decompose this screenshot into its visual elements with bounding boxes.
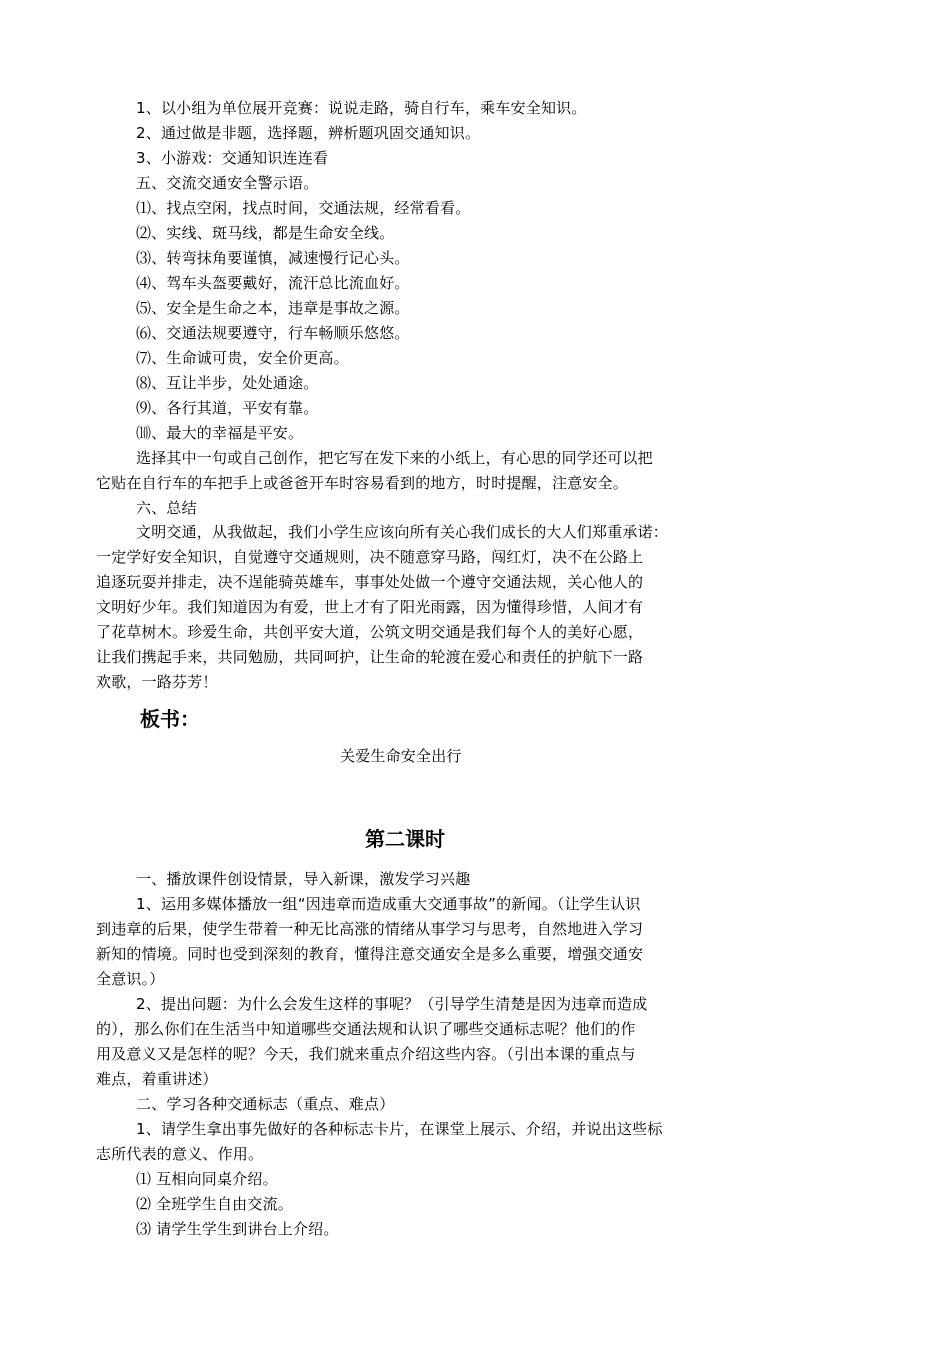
- paragraph-line: 2、提出问题：为什么会发生这样的事呢？（引导学生清楚是因为违章而造成: [136, 995, 648, 1013]
- slogan-item: ⑺、生命诚可贵，安全价更高。: [136, 349, 349, 367]
- slogan-item: ⑷、驾车头盔要戴好，流汗总比流血好。: [136, 274, 410, 292]
- slogan-item: ⑶、转弯抹角要谨慎，减速慢行记心头。: [136, 249, 410, 267]
- text-line: 1、以小组为单位展开竞赛：说说走路，骑自行车，乘车安全知识。: [136, 99, 587, 117]
- slogan-item: ⑸、安全是生命之本，违章是事故之源。: [136, 299, 410, 317]
- paragraph-line: 欢歌，一路芬芳！: [96, 673, 218, 691]
- paragraph-line: 全意识。）: [96, 970, 165, 988]
- paragraph-line: 用及意义又是怎样的呢？今天，我们就来重点介绍这些内容。（引出本课的重点与: [96, 1045, 636, 1063]
- list-item: ⑴ 互相向同桌介绍。: [136, 1170, 278, 1188]
- paragraph-line: 追逐玩耍并排走，决不逞能骑英雄车，事事处处做一个遵守交通法规，关心他人的: [96, 573, 644, 591]
- section-heading: 六、总结: [136, 499, 197, 517]
- paragraph-line: 让我们携起手来，共同勉励，共同呵护，让生命的轮渡在爱心和责任的护航下一路: [96, 648, 644, 666]
- slogan-item: ⑼、各行其道，平安有靠。: [136, 399, 319, 417]
- slogan-item: ⑹、交通法规要遵守，行车畅顺乐悠悠。: [136, 324, 410, 342]
- slogan-item: ⑴、找点空闲，找点时间，交通法规，经常看看。: [136, 199, 471, 217]
- list-item: ⑵ 全班学生自由交流。: [136, 1195, 293, 1213]
- board-label: 板书：: [140, 707, 200, 731]
- text-line: 3、小游戏：交通知识连连看: [136, 149, 329, 167]
- paragraph-line: 难点，着重讲述）: [96, 1070, 218, 1088]
- paragraph-line: 了花草树木。珍爱生命，共创平安大道，公筑文明交通是我们每个人的美好心愿，: [96, 623, 644, 641]
- board-content: 关爱生命安全出行: [340, 747, 462, 765]
- paragraph-line: 志所代表的意义、作用。: [96, 1145, 264, 1163]
- paragraph-line: 它贴在自行车的车把手上或爸爸开车时容易看到的地方，时时提醒，注意安全。: [96, 474, 629, 492]
- section-heading: 五、交流交通安全警示语。: [136, 174, 319, 192]
- paragraph-line: 1、请学生拿出事先做好的各种标志卡片，在课堂上展示、介绍，并说出这些标: [136, 1120, 663, 1138]
- section-heading: 一、播放课件创设情景，导入新课，激发学习兴趣: [136, 870, 471, 888]
- section-heading: 二、学习各种交通标志（重点、难点）: [136, 1095, 395, 1113]
- lesson-title: 第二课时: [365, 827, 445, 851]
- slogan-item: ⑵、实线、斑马线，都是生命安全线。: [136, 224, 395, 242]
- paragraph-line: 到违章的后果，使学生带着一种无比高涨的情绪从事学习与思考，自然地进入学习: [96, 920, 644, 938]
- paragraph-line: 选择其中一句或自己创作，把它写在发下来的小纸上，有心思的同学还可以把: [136, 449, 653, 467]
- list-item: ⑶ 请学生学生到讲台上介绍。: [136, 1220, 339, 1238]
- paragraph-line: 1、运用多媒体播放一组“因违章而造成重大交通事故”的新闻。（让学生认识: [136, 895, 641, 913]
- text-line: 2、通过做是非题，选择题，辨析题巩固交通知识。: [136, 124, 481, 142]
- paragraph-line: 的），那么你们在生活当中知道哪些交通法规和认识了哪些交通标志呢？他们的作: [96, 1020, 636, 1038]
- slogan-item: ⑻、互让半步，处处通途。: [136, 374, 319, 392]
- slogan-item: ⑽、最大的幸福是平安。: [136, 424, 304, 442]
- paragraph-line: 新知的情境。同时也受到深刻的教育，懂得注意交通安全是多么重要，增强交通安: [96, 945, 644, 963]
- paragraph-line: 文明好少年。我们知道因为有爱，世上才有了阳光雨露，因为懂得珍惜，人间才有: [96, 598, 644, 616]
- paragraph-line: 一定学好安全知识，自觉遵守交通规则，决不随意穿马路，闯红灯，决不在公路上: [96, 548, 644, 566]
- paragraph-line: 文明交通，从我做起，我们小学生应该向所有关心我们成长的大人们郑重承诺：: [136, 523, 669, 541]
